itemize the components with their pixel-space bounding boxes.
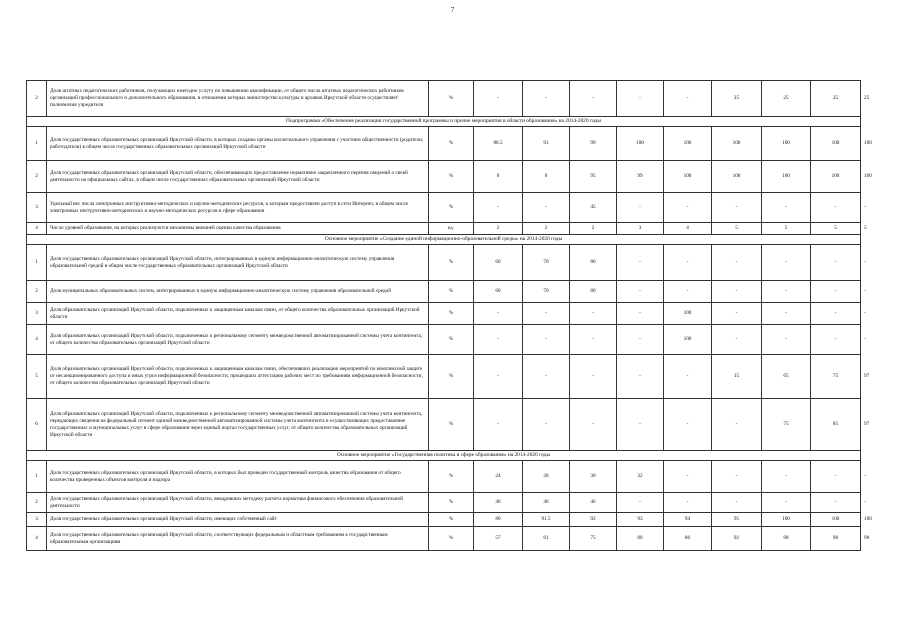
value-cell: - [664,193,712,223]
value-cell: - [570,81,617,117]
value-cell: 99 [617,161,664,193]
value-cell: - [474,355,523,399]
table-row: 1 Доля государственных образовательных организаций Иркутской области, в которых созданы органы коллегиального управления с участием общественности (родители, работодатели) в общем числе государственных образовательных организаций Иркутской области % 88.5 91 99 100 100 100 100 100 100 [27,127,861,161]
value-cell: 80 [570,281,617,303]
row-number: 1 [27,127,47,161]
value-cell: 80 [474,513,523,527]
table-row: 6 Доля образовательных организаций Иркутской области, подключенных к региональному сегменту межведомственной автоматизированной системы учета контингента, передающих сведения на федеральный сегмент единой межведомственной автоматизированной системы учета контингента и осуществляющих предоставление государственных и муниципальных услуг в сфере образования через единый портал государственных услуг, от общего количества образовательных организаций Иркутской области % - - - - - - 75 85 97 [27,399,861,451]
row-number: 4 [27,325,47,355]
table-row: 4 Доля государственных образовательных организаций Иркутской области, соответствующих федеральным и областным требованиям к государственным образовательным организациям % 57 61 75 80 86 92 98 98 98 [27,527,861,551]
row-number: 3 [27,193,47,223]
value-cell: 46 [570,493,617,513]
value-cell: - [617,325,664,355]
value-cell: 92 [570,513,617,527]
indicator-description: Доля государственных образовательных организаций Иркутской области, соответствующих федеральным и областным требованиям к государственным образовательным организациям [47,527,429,551]
section-title: Подпрограмма «Обеспечение реализации государственной программы и прочие мероприятия в области образования» на 2014-2020 годы [27,117,861,127]
value-cell: - [474,193,523,223]
table-row: 3 Доля образовательных организаций Иркутской области, подключенных к защищенным каналам связи, от общего количества образовательных организаций Иркутской области % - - - - 100 - - - - [27,303,861,325]
unit-cell: % [429,245,474,281]
value-cell: 57 [474,527,523,551]
value-cell: - [811,281,861,303]
value-cell: 2 [570,223,617,235]
section-row [27,451,861,461]
value-cell: 25 [762,81,811,117]
value-cell: 80 [570,245,617,281]
value-cell: - [811,245,861,281]
value-cell: - [762,493,811,513]
value-cell: 25 [712,81,762,117]
value-cell: 75 [811,355,861,399]
indicator-description: Доля муниципальных образовательных систем, интегрированных в единую информационно-аналитическую систему управления образовательной средой [47,281,429,303]
value-cell: 100 [811,127,861,161]
value-cell: 5 [811,223,861,235]
value-cell: - [712,193,762,223]
value-cell: - [664,245,712,281]
indicator-description: Доля государственных образовательных организаций Иркутской области, имеющих собственный сайт [47,513,429,527]
value-cell: 91.5 [523,513,570,527]
value-cell: 80 [617,527,664,551]
value-cell: 75 [762,399,811,451]
value-cell: 15 [712,355,762,399]
unit-cell: % [429,355,474,399]
value-cell: 46 [523,493,570,513]
page-number: 7 [450,6,455,14]
value-cell: 100 [664,127,712,161]
row-number: 4 [27,223,47,235]
value-cell: - [570,399,617,451]
value-cell: - [811,325,861,355]
table-body [27,81,872,551]
indicators-table [26,80,872,551]
value-cell: - [523,355,570,399]
value-cell: 28 [523,461,570,493]
table-row: 1 Доля государственных образовательных организаций Иркутской области, в которых был проведен государственный контроль качества образования от общего количества проверенных объектов контроля и надзора % 24 28 30 32 - - - - - [27,461,861,493]
row-number: 3 [27,513,47,527]
value-cell: - [474,303,523,325]
unit-cell: % [429,461,474,493]
value-cell: - [523,325,570,355]
value-cell: - [570,303,617,325]
value-cell: - [762,193,811,223]
value-cell: 60 [474,245,523,281]
value-cell: 100 [762,513,811,527]
value-cell: - [712,461,762,493]
value-cell: - [523,81,570,117]
value-cell: - [523,399,570,451]
value-cell: - [617,399,664,451]
value-cell: 46 [474,493,523,513]
value-cell: - [474,399,523,451]
value-cell: 61 [523,527,570,551]
value-cell: - [712,245,762,281]
indicator-description: Доля государственных образовательных организаций Иркутской области, внедривших методику расчета норматива финансового обеспечения образовательной деятельности [47,493,429,513]
value-cell: - [570,325,617,355]
value-cell: 100 [811,513,861,527]
section-title: Основное мероприятие «Создание единой информационно-образовательной среды» на 2014-2020 годы [27,235,861,245]
value-cell: - [762,245,811,281]
row-number: 5 [27,355,47,399]
value-cell: 0 [523,161,570,193]
unit-cell: % [429,493,474,513]
indicator-description: Доля штатных педагогических работников, получающих ежегодно услугу по повышению квалификации, от общего числа штатных педагогических работников организаций профессионального и дополнительного образования, в отношении которых министерство культуры и архивов Иркутской области осуществляет полномочия учредителя [47,81,429,117]
value-cell: - [523,193,570,223]
value-cell: - [474,325,523,355]
value-cell: - [762,303,811,325]
table-row: 4 Доля образовательных организаций Иркутской области, подключенных к региональному сегменту межведомственной автоматизированной системы учета контингента, от общего количества образовательных организаций Иркутской области % - - - - 100 - - - - [27,325,861,355]
value-cell: 92 [712,527,762,551]
table-row: 4 Число уровней образования, на которых реализуются механизмы внешней оценки качества образования ед. 2 2 2 3 4 5 5 5 5 [27,223,861,235]
value-cell: 100 [617,127,664,161]
value-cell: 60 [474,281,523,303]
value-cell: - [762,325,811,355]
value-cell: 98 [762,527,811,551]
section-title: Основное мероприятие «Государственная политика в сфере образования» на 2014-2020 годы [27,451,861,461]
value-cell: 70 [523,245,570,281]
value-cell: 100 [712,127,762,161]
value-cell: - [811,461,861,493]
value-cell: 100 [712,161,762,193]
indicator-description: Удельный вес числа электронных инструктивно-методических и научно-методических ресурсов, к которым предоставлен доступ в сети Интернет, в общем числе электронных инструктивно-методических и научно-методических ресурсов в сфере образования [47,193,429,223]
unit-cell: ед. [429,223,474,235]
value-cell: 65 [762,355,811,399]
value-cell: - [474,81,523,117]
value-cell: 2 [523,223,570,235]
value-cell: - [617,303,664,325]
value-cell: 25 [811,81,861,117]
value-cell: - [664,355,712,399]
row-number: 2 [27,161,47,193]
row-number: 2 [27,281,47,303]
table-row: 2 Доля штатных педагогических работников, получающих ежегодно услугу по повышению квалификации, от общего числа штатных педагогических работников организаций профессионального и дополнительного образования, в отношении которых министерство культуры и архивов Иркутской области осуществляет полномочия учредителя % - - - - - 25 25 25 25 [27,81,861,117]
value-cell: - [811,193,861,223]
row-number: 6 [27,399,47,451]
table-row: 2 Доля государственных образовательных организаций Иркутской области, внедривших методику расчета норматива финансового обеспечения образовательной деятельности % 46 46 46 - - - - - - [27,493,861,513]
value-cell: 4 [664,223,712,235]
value-cell: 95 [712,513,762,527]
value-cell: 98 [811,527,861,551]
table-row: 5 Доля образовательных организаций Иркутской области, подключенных к защищенным каналам связи, обеспечивших реализацию мероприятий по комплексной защите от несанкционированного доступа и иных угроз информационной безопасности, прошедших аттестацию рабочих мест по требованиям информационной безопасности, от общего количества образовательных организаций Иркутской области % - - - - - 15 65 75 97 [27,355,861,399]
value-cell: - [712,325,762,355]
value-cell: 45 [570,193,617,223]
value-cell: - [617,493,664,513]
table-row: 3 Доля государственных образовательных организаций Иркутской области, имеющих собственный сайт % 80 91.5 92 93 94 95 100 100 100 [27,513,861,527]
value-cell: 100 [811,161,861,193]
value-cell: 85 [811,399,861,451]
value-cell: - [617,355,664,399]
value-cell: - [617,81,664,117]
indicator-description: Доля образовательных организаций Иркутской области, подключенных к региональному сегменту межведомственной автоматизированной системы учета контингента, передающих сведения на федеральный сегмент единой межведомственной автоматизированной системы учета контингента и осуществляющих предоставление государственных и муниципальных услуг в сфере образования через единый портал государственных услуг, от общего количества образовательных организаций Иркутской области [47,399,429,451]
value-cell: - [712,303,762,325]
indicator-description: Доля государственных образовательных организаций Иркутской области, обеспечивающих предоставление нормативно закрепленного перечня сведений о своей деятельности на официальных сайтах, в общем числе государственных образовательных организаций Иркутской области [47,161,429,193]
unit-cell: % [429,161,474,193]
value-cell: 70 [523,281,570,303]
value-cell: - [664,461,712,493]
row-number: 4 [27,527,47,551]
table-row: 2 Доля муниципальных образовательных систем, интегрированных в единую информационно-аналитическую систему управления образовательной средой % 60 70 80 - - - - - - [27,281,861,303]
value-cell: 100 [664,303,712,325]
value-cell: 94 [664,513,712,527]
value-cell: - [712,493,762,513]
indicator-description: Доля государственных образовательных организаций Иркутской области, в которых был проведен государственный контроль качества образования от общего количества проверенных объектов контроля и надзора [47,461,429,493]
unit-cell: % [429,513,474,527]
table-row: 2 Доля государственных образовательных организаций Иркутской области, обеспечивающих предоставление нормативно закрепленного перечня сведений о своей деятельности на официальных сайтах, в общем числе государственных образовательных организаций Иркутской области % 0 0 95 99 100 100 100 100 100 [27,161,861,193]
table-row: 3 Удельный вес числа электронных инструктивно-методических и научно-методических ресурсов, к которым предоставлен доступ в сети Интернет, в общем числе электронных инструктивно-методических и научно-методических ресурсов в сфере образования % - - 45 - - - - - - [27,193,861,223]
value-cell: - [617,245,664,281]
section-row [27,117,861,127]
value-cell: - [523,303,570,325]
value-cell: 100 [664,161,712,193]
unit-cell: % [429,527,474,551]
value-cell: 0 [474,161,523,193]
value-cell: - [617,193,664,223]
value-cell: - [664,399,712,451]
indicator-description: Число уровней образования, на которых реализуются механизмы внешней оценки качества образования [47,223,429,235]
indicator-description: Доля образовательных организаций Иркутской области, подключенных к защищенным каналам связи, от общего количества образовательных организаций Иркутской области [47,303,429,325]
value-cell: 3 [617,223,664,235]
row-number: 2 [27,81,47,117]
value-cell: - [617,281,664,303]
unit-cell: % [429,303,474,325]
row-number: 1 [27,245,47,281]
value-cell: 99 [570,127,617,161]
value-cell: 86 [664,527,712,551]
value-cell: - [664,281,712,303]
value-cell: 5 [762,223,811,235]
value-cell: - [811,303,861,325]
row-number: 1 [27,461,47,493]
value-cell: 30 [570,461,617,493]
value-cell: 100 [762,161,811,193]
value-cell: - [762,461,811,493]
indicator-description: Доля образовательных организаций Иркутской области, подключенных к защищенным каналам связи, обеспечивших реализацию мероприятий по комплексной защите от несанкционированного доступа и иных угроз информационной безопасности, прошедших аттестацию рабочих мест по требованиям информационной безопасности, от общего количества образовательных организаций Иркутской области [47,355,429,399]
value-cell: 91 [523,127,570,161]
row-number: 2 [27,493,47,513]
value-cell: 88.5 [474,127,523,161]
section-row [27,235,861,245]
value-cell: - [664,493,712,513]
unit-cell: % [429,81,474,117]
value-cell: 93 [617,513,664,527]
value-cell: 100 [664,325,712,355]
value-cell: - [570,355,617,399]
unit-cell: % [429,281,474,303]
table-row: 1 Доля государственных образовательных организаций Иркутской области, интегрированных в единую информационно-аналитическую систему управления образовательной средой в общем числе государственных образовательных организаций Иркутской области % 60 70 80 - - - - - - [27,245,861,281]
unit-cell: % [429,193,474,223]
value-cell: 5 [712,223,762,235]
row-number: 3 [27,303,47,325]
value-cell: 24 [474,461,523,493]
value-cell: - [712,399,762,451]
value-cell: 100 [762,127,811,161]
value-cell: - [811,493,861,513]
unit-cell: % [429,399,474,451]
indicator-description: Доля государственных образовательных организаций Иркутской области, в которых созданы органы коллегиального управления с участием общественности (родители, работодатели) в общем числе государственных образовательных организаций Иркутской области [47,127,429,161]
unit-cell: % [429,325,474,355]
value-cell: 95 [570,161,617,193]
value-cell: 75 [570,527,617,551]
value-cell: - [762,281,811,303]
value-cell: 32 [617,461,664,493]
value-cell: 2 [474,223,523,235]
indicator-description: Доля образовательных организаций Иркутской области, подключенных к региональному сегменту межведомственной автоматизированной системы учета контингента, от общего количества образовательных организаций Иркутской области [47,325,429,355]
value-cell: - [664,81,712,117]
unit-cell: % [429,127,474,161]
value-cell: - [712,281,762,303]
indicator-description: Доля государственных образовательных организаций Иркутской области, интегрированных в единую информационно-аналитическую систему управления образовательной средой в общем числе государственных образовательных организаций Иркутской области [47,245,429,281]
